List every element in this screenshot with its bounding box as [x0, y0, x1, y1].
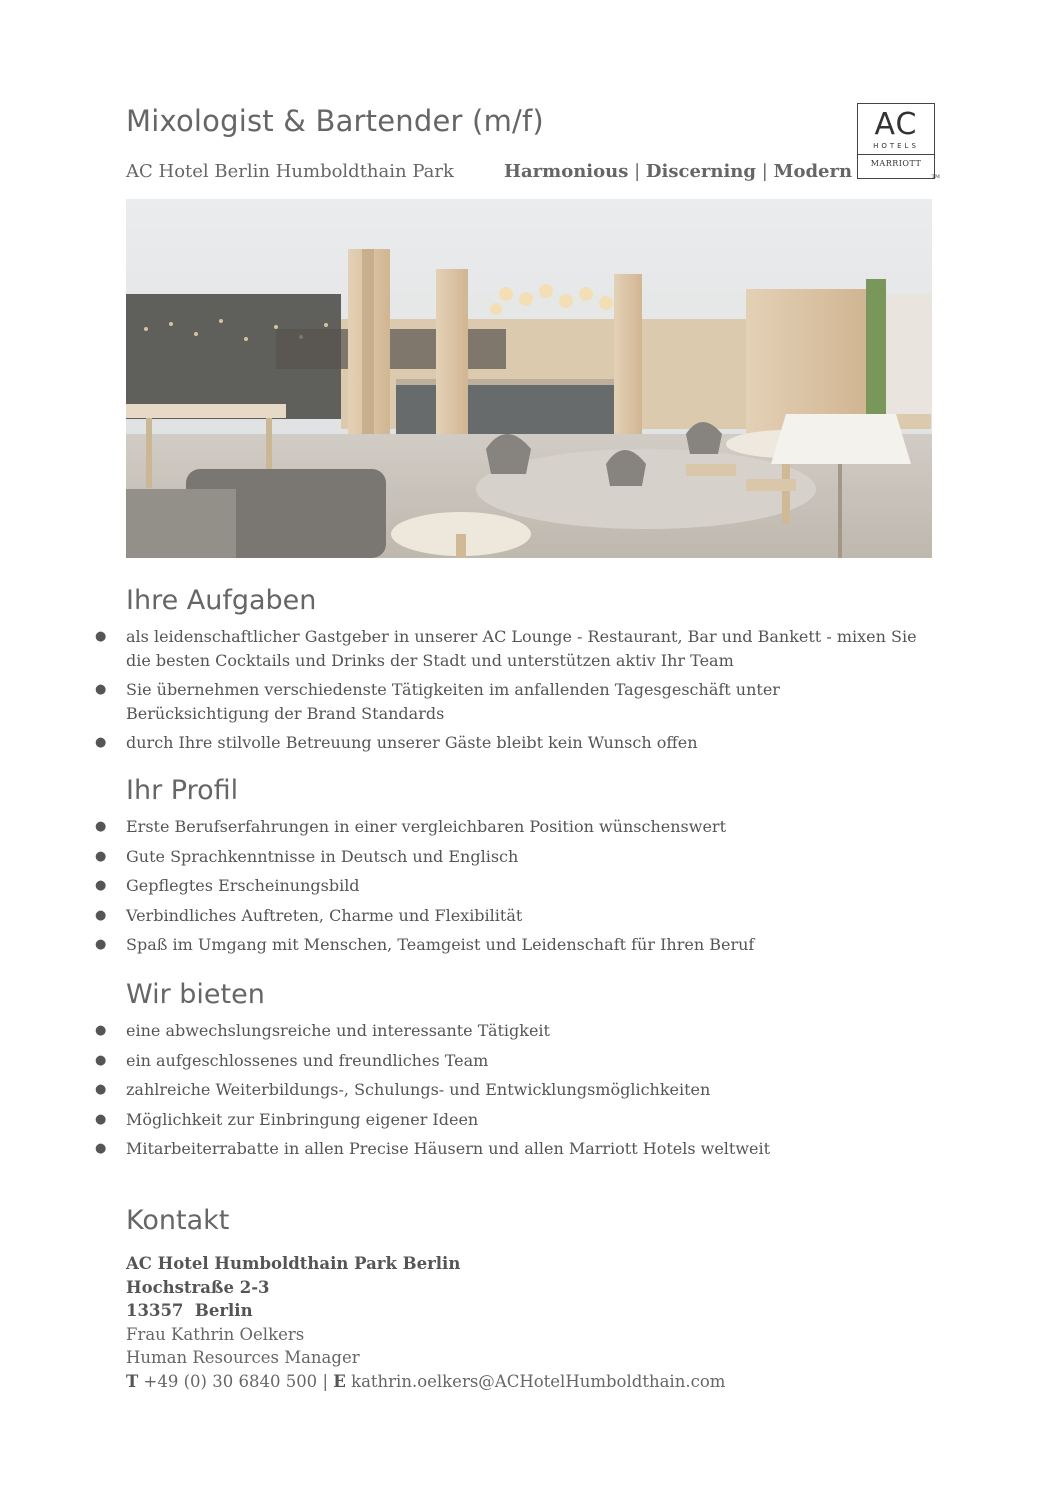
contact-phone[interactable]: +49 (0) 30 6840 500 [143, 1371, 318, 1391]
logo-marriott: MARRIOTT [870, 159, 922, 168]
contact-block [126, 1252, 725, 1393]
list-item [95, 1078, 946, 1102]
contact-separator: | [322, 1371, 328, 1391]
list-item [95, 1137, 946, 1161]
page-title: Mixologist & Bartender (m/f) [126, 104, 544, 138]
contact-city-line [126, 1299, 725, 1323]
section-heading-bieten: Wir bieten [126, 979, 265, 1010]
tagline-separator: | [761, 161, 768, 182]
list-item-text: Möglichkeit zur Einbringung eigener Ideen [126, 1109, 479, 1129]
bullet-icon: ● [95, 1023, 107, 1038]
list-item-line: Sie übernehmen verschiedenste Tätigkeiten im anfallenden Tagesgeschäft unter [126, 680, 780, 699]
bullet-icon: ● [95, 819, 107, 834]
contact-postcode: 13357 [126, 1301, 184, 1320]
bieten-list [95, 1019, 946, 1161]
section-heading-kontakt: Kontakt [126, 1205, 230, 1236]
tagline-word-3: Modern [773, 161, 853, 182]
list-item [95, 874, 946, 898]
lounge-photo [126, 199, 932, 558]
lounge-illustration [126, 199, 932, 558]
list-item-text: Verbindliches Auftreten, Charme und Flexibilität [126, 905, 523, 925]
contact-line [126, 1370, 725, 1394]
list-item [95, 904, 946, 928]
list-item-line: durch Ihre stilvolle Betreuung unserer Gäste bleibt kein Wunsch offen [126, 733, 698, 752]
bullet-icon: ● [95, 907, 107, 923]
contact-person: Frau Kathrin Oelkers [126, 1324, 305, 1344]
list-item [95, 1049, 946, 1073]
bullet-icon: ● [95, 629, 107, 644]
contact-street: Hochstraße 2-3 [126, 1277, 270, 1297]
bullet-icon: ● [95, 1052, 107, 1068]
phone-label: T [126, 1371, 139, 1391]
logo-divider [858, 154, 934, 155]
list-item-text: Gute Sprachkenntnisse in Deutsch und Englisch [126, 846, 519, 866]
list-item [95, 731, 946, 755]
profil-list [95, 815, 946, 957]
bullet-icon: ● [95, 1082, 107, 1097]
section-heading-profil: Ihr Profil [126, 775, 239, 806]
list-item [95, 1019, 946, 1043]
list-item-text: Erste Berufserfahrungen in einer vergleichbaren Position wünschenswert [126, 817, 726, 836]
tagline-word-2: Discerning [645, 161, 756, 182]
list-item [95, 845, 946, 869]
list-item [95, 1108, 946, 1132]
contact-company: AC Hotel Humboldthain Park Berlin [126, 1254, 461, 1273]
email-label: E [333, 1371, 346, 1391]
bullet-icon: ● [95, 878, 107, 893]
tagline-separator: | [634, 161, 641, 182]
logo-ac: AC [874, 107, 918, 142]
contact-city: Berlin [194, 1301, 253, 1320]
list-item-text: eine abwechslungsreiche und interessante Tätigkeit [126, 1021, 550, 1040]
section-heading-aufgaben: Ihre Aufgaben [126, 585, 317, 616]
bullet-icon: ● [95, 937, 107, 952]
list-item-line: als leidenschaftlicher Gastgeber in unserer AC Lounge - Restaurant, Bar und Bankett - mixen Sie [126, 627, 917, 646]
ac-hotels-logo [857, 103, 940, 180]
list-item [95, 815, 946, 839]
hotel-name: AC Hotel Berlin Humboldthain Park [126, 161, 454, 182]
contact-role: Human Resources Manager [126, 1348, 360, 1367]
contact-email[interactable]: kathrin.oelkers@ACHotelHumboldthain.com [351, 1371, 726, 1391]
bullet-icon: ● [95, 1111, 107, 1127]
list-item-text: ein aufgeschlossenes und freundliches Team [126, 1050, 489, 1070]
list-item-text: Gepflegtes Erscheinungsbild [126, 876, 360, 895]
bullet-icon: ● [95, 735, 107, 750]
bullet-icon: ● [95, 848, 107, 864]
list-item-line: die besten Cocktails und Drinks der Stadt und unterstützen aktiv Ihr Team [126, 651, 734, 670]
tagline [504, 161, 852, 182]
list-item [95, 933, 946, 957]
tagline-word-1: Harmonious [504, 161, 629, 182]
bullet-icon: ● [95, 682, 107, 697]
list-item-text: zahlreiche Weiterbildungs-, Schulungs- und Entwicklungsmöglichkeiten [126, 1080, 711, 1099]
list-item [95, 678, 946, 726]
list-item-line: Berücksichtigung der Brand Standards [126, 704, 445, 723]
logo-hotels: HOTELS [873, 142, 919, 150]
list-item-text: Mitarbeiterrabatte in allen Precise Häusern und allen Marriott Hotels weltweit [126, 1139, 771, 1158]
aufgaben-list [95, 625, 946, 755]
bullet-icon: ● [95, 1141, 107, 1156]
list-item [95, 625, 946, 673]
logo-trademark: TM [931, 174, 940, 180]
list-item-text: Spaß im Umgang mit Menschen, Teamgeist und Leidenschaft für Ihren Beruf [126, 935, 755, 954]
